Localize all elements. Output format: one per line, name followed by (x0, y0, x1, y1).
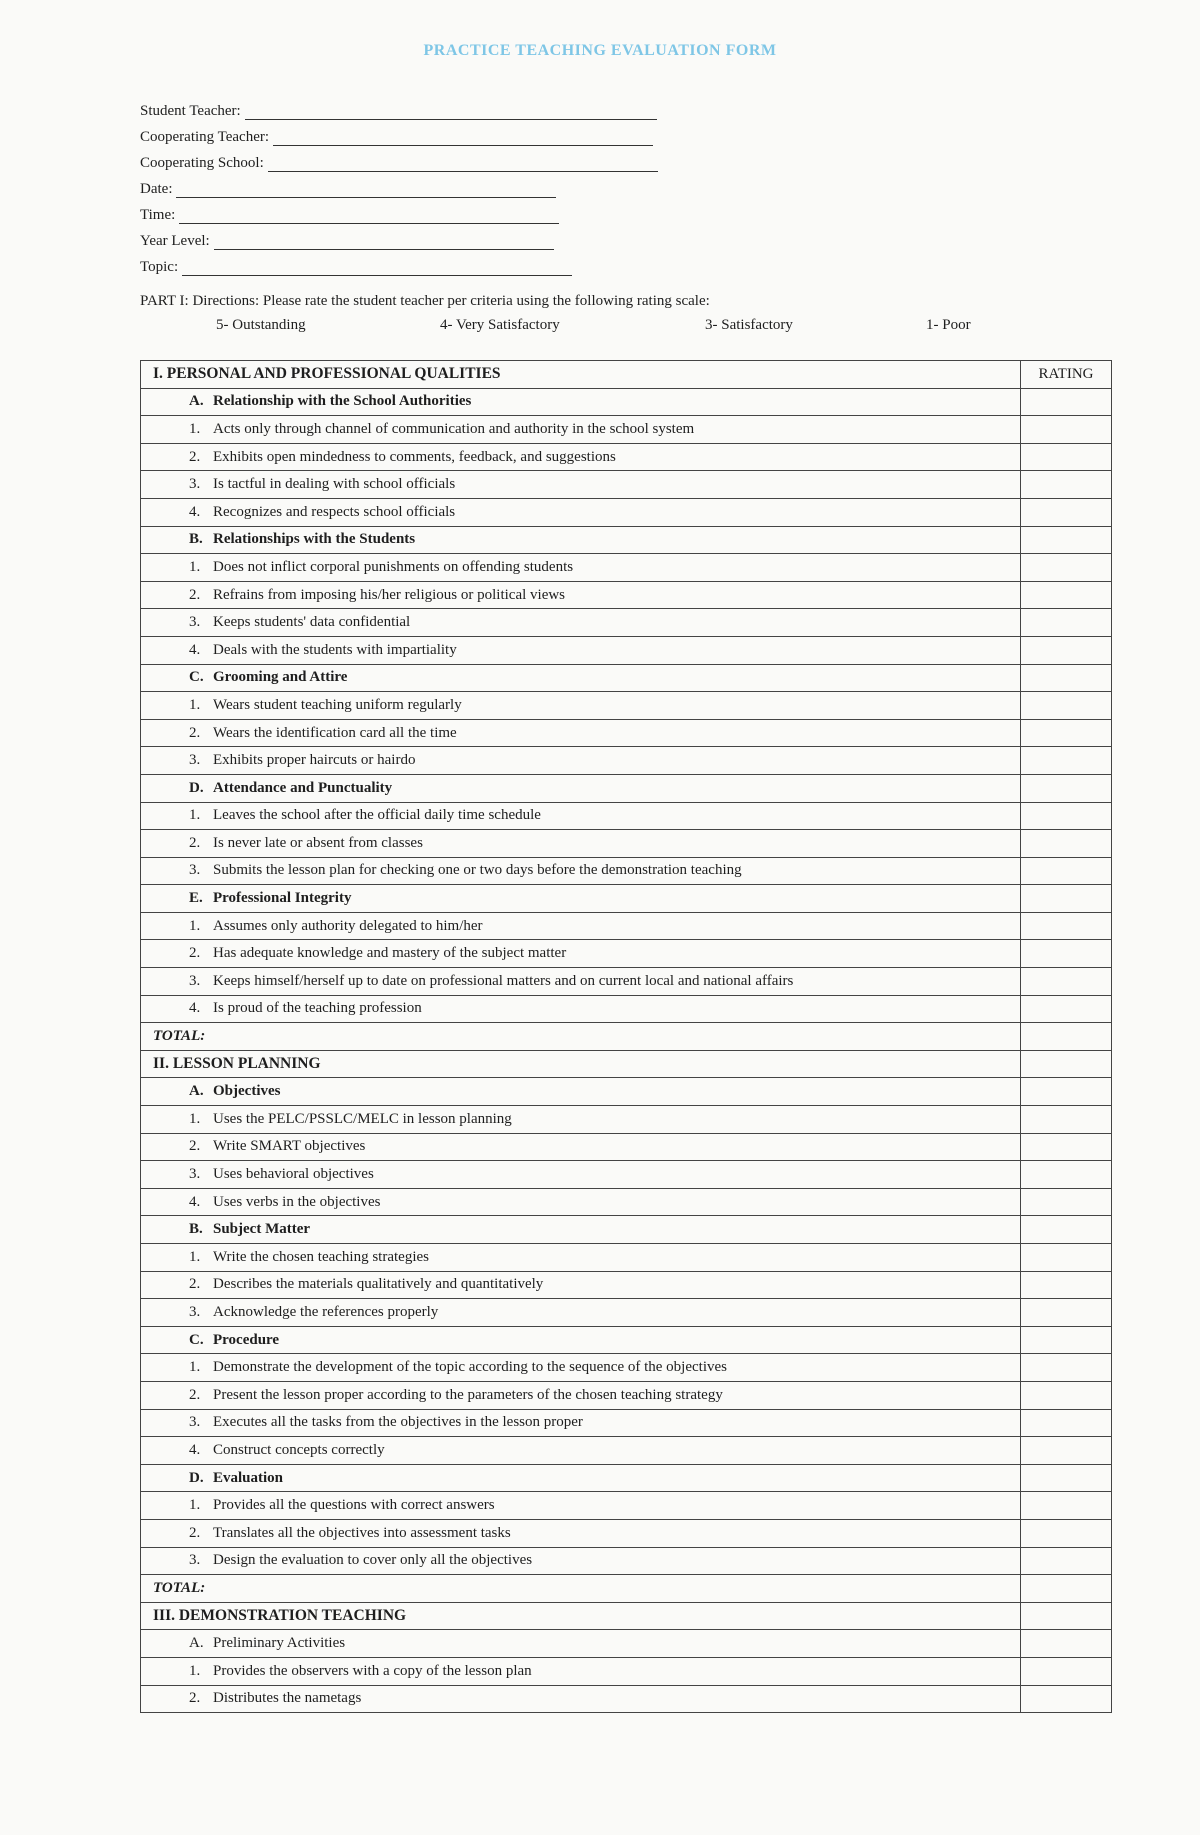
criteria-row (141, 802, 1112, 830)
criteria-number: 4. (189, 1000, 201, 1017)
criteria-cell (141, 1685, 1021, 1713)
rating-cell[interactable] (1021, 747, 1112, 775)
sub-row (141, 388, 1112, 416)
rating-cell[interactable] (1021, 802, 1112, 830)
rating-cell[interactable] (1021, 1078, 1112, 1106)
criteria-cell (141, 857, 1021, 885)
rating-cell[interactable] (1021, 719, 1112, 747)
criteria-cell (141, 692, 1021, 720)
criteria-number: 3. (189, 972, 201, 989)
subsection-heading (141, 1078, 1021, 1106)
total-row (141, 1575, 1112, 1603)
criteria-cell (141, 1657, 1021, 1685)
rating-cell[interactable] (1021, 554, 1112, 582)
criteria-row (141, 1188, 1112, 1216)
sub-row (141, 1078, 1112, 1106)
subsection-heading (141, 1630, 1021, 1658)
scale-1: 1- Poor (926, 317, 971, 333)
criteria-cell (141, 471, 1021, 499)
criteria-row (141, 471, 1112, 499)
total-label: TOTAL: (141, 1023, 1021, 1051)
criteria-number: 4. (189, 503, 201, 520)
cooperating-school-field[interactable] (268, 155, 658, 172)
criteria-row (141, 1244, 1112, 1272)
subsection-heading (141, 774, 1021, 802)
criteria-text: Is never late or absent from classes (213, 834, 423, 851)
criteria-number: 2. (189, 724, 201, 741)
sec-row (141, 361, 1112, 389)
topic-field[interactable] (182, 259, 572, 276)
sub-row (141, 774, 1112, 802)
criteria-number: 2. (189, 1524, 201, 1541)
criteria-number: 4. (189, 1441, 201, 1458)
criteria-text: Translates all the objectives into assessment tasks (213, 1524, 511, 1541)
directions-text: PART I: Directions: Please rate the student teacher per criteria using the following rating scale: (140, 293, 710, 309)
criteria-cell (141, 1106, 1021, 1134)
criteria-text: Leaves the school after the official daily time schedule (213, 807, 541, 824)
rating-cell[interactable] (1021, 1216, 1112, 1244)
sub-row (141, 664, 1112, 692)
rating-cell[interactable] (1021, 1354, 1112, 1382)
subsection-heading (141, 1464, 1021, 1492)
info-fields (140, 94, 658, 276)
criteria-number: 3. (189, 614, 201, 631)
criteria-cell (141, 1519, 1021, 1547)
criteria-row (141, 609, 1112, 637)
subsection-title: Evaluation (213, 1469, 284, 1486)
subsection-heading (141, 1216, 1021, 1244)
rating-header: RATING (1021, 361, 1112, 389)
rating-cell[interactable] (1021, 692, 1112, 720)
criteria-row (141, 581, 1112, 609)
rating-cell[interactable] (1021, 1630, 1112, 1658)
criteria-number: 2. (189, 834, 201, 851)
rating-cell[interactable] (1021, 1133, 1112, 1161)
section-heading: III. DEMONSTRATION TEACHING (141, 1602, 1021, 1630)
rating-cell[interactable] (1021, 774, 1112, 802)
rating-cell[interactable] (1021, 1023, 1112, 1051)
criteria-cell (141, 609, 1021, 637)
criteria-number: 2. (189, 1276, 201, 1293)
criteria-cell (141, 719, 1021, 747)
criteria-cell (141, 498, 1021, 526)
criteria-row (141, 719, 1112, 747)
rating-cell[interactable] (1021, 1657, 1112, 1685)
evaluation-table (140, 360, 1112, 1713)
criteria-number: 2. (189, 448, 201, 465)
criteria-text: Acknowledge the references properly (213, 1303, 439, 1320)
criteria-text: Acts only through channel of communication and authority in the school system (213, 420, 695, 437)
rating-cell[interactable] (1021, 1050, 1112, 1078)
scale-4: 4- Very Satisfactory (440, 317, 560, 333)
subsection-title: Professional Integrity (213, 890, 352, 907)
criteria-number: 3. (189, 862, 201, 879)
criteria-row (141, 498, 1112, 526)
criteria-text: Wears the identification card all the time (213, 724, 457, 741)
rating-cell[interactable] (1021, 1299, 1112, 1327)
criteria-text: Refrains from imposing his/her religious or political views (213, 586, 566, 603)
criteria-number: 1. (189, 558, 201, 575)
criteria-number: 3. (189, 1552, 201, 1569)
subplain-row (141, 1630, 1112, 1658)
rating-cell[interactable] (1021, 1326, 1112, 1354)
criteria-text: Recognizes and respects school officials (213, 503, 456, 520)
rating-cell[interactable] (1021, 885, 1112, 913)
subsection-heading (141, 388, 1021, 416)
criteria-number: 3. (189, 1414, 201, 1431)
scale-3: 3- Satisfactory (705, 317, 793, 333)
criteria-text: Exhibits open mindedness to comments, feedback, and suggestions (213, 448, 616, 465)
criteria-cell (141, 1271, 1021, 1299)
rating-cell[interactable] (1021, 1685, 1112, 1713)
rating-cell[interactable] (1021, 498, 1112, 526)
criteria-cell (141, 581, 1021, 609)
criteria-text: Executes all the tasks from the objectives in the lesson proper (213, 1414, 583, 1431)
rating-cell[interactable] (1021, 443, 1112, 471)
criteria-row (141, 554, 1112, 582)
criteria-text: Keeps himself/herself up to date on professional matters and on current local and national affairs (213, 972, 794, 989)
criteria-cell (141, 940, 1021, 968)
scale-5: 5- Outstanding (216, 317, 306, 333)
criteria-cell (141, 1381, 1021, 1409)
criteria-number: 1. (189, 1110, 201, 1127)
cooperating-teacher-label: Cooperating Teacher: (140, 129, 270, 145)
criteria-row (141, 1299, 1112, 1327)
topic-row (140, 250, 658, 276)
criteria-cell (141, 1133, 1021, 1161)
criteria-text: Construct concepts correctly (213, 1441, 385, 1458)
form-title: PRACTICE TEACHING EVALUATION FORM (423, 42, 777, 59)
rating-cell[interactable] (1021, 1492, 1112, 1520)
rating-cell[interactable] (1021, 416, 1112, 444)
criteria-cell (141, 830, 1021, 858)
criteria-row (141, 912, 1112, 940)
criteria-text: Uses behavioral objectives (213, 1166, 374, 1183)
subsection-title: Relationship with the School Authorities (213, 393, 472, 410)
criteria-text: Uses the PELC/PSSLC/MELC in lesson planning (213, 1110, 512, 1127)
criteria-text: Exhibits proper haircuts or hairdo (213, 752, 416, 769)
criteria-text: Wears student teaching uniform regularly (213, 696, 462, 713)
criteria-text: Submits the lesson plan for checking one or two days before the demonstration teaching (213, 862, 742, 879)
criteria-number: 1. (189, 1359, 201, 1376)
rating-cell[interactable] (1021, 857, 1112, 885)
rating-cell[interactable] (1021, 1244, 1112, 1272)
date-row (140, 172, 658, 198)
rating-cell[interactable] (1021, 664, 1112, 692)
rating-cell[interactable] (1021, 581, 1112, 609)
rating-cell[interactable] (1021, 1437, 1112, 1465)
criteria-cell (141, 1244, 1021, 1272)
rating-cell[interactable] (1021, 388, 1112, 416)
criteria-cell (141, 554, 1021, 582)
criteria-cell (141, 747, 1021, 775)
criteria-number: 4. (189, 1193, 201, 1210)
criteria-row (141, 1106, 1112, 1134)
criteria-row (141, 857, 1112, 885)
subsection-heading (141, 885, 1021, 913)
cooperating-teacher-row (140, 120, 658, 146)
rating-cell[interactable] (1021, 940, 1112, 968)
criteria-cell (141, 1492, 1021, 1520)
criteria-text: Is tactful in dealing with school officials (213, 476, 456, 493)
topic-label: Topic: (140, 259, 179, 275)
date-field[interactable] (176, 181, 556, 198)
criteria-cell (141, 995, 1021, 1023)
criteria-row (141, 1437, 1112, 1465)
criteria-text: Uses verbs in the objectives (213, 1193, 381, 1210)
sub-row (141, 1464, 1112, 1492)
criteria-text: Describes the materials qualitatively and quantitatively (213, 1276, 544, 1293)
criteria-text: Assumes only authority delegated to him/her (213, 917, 483, 934)
criteria-number: 4. (189, 641, 201, 658)
year-level-label: Year Level: (140, 233, 210, 249)
date-label: Date: (140, 181, 173, 197)
rating-cell[interactable] (1021, 1464, 1112, 1492)
rating-cell[interactable] (1021, 1519, 1112, 1547)
criteria-number: 2. (189, 1690, 201, 1707)
subsection-letter: D. (189, 779, 204, 796)
subsection-title: Preliminary Activities (213, 1635, 346, 1652)
criteria-row (141, 1271, 1112, 1299)
time-row (140, 198, 658, 224)
rating-cell[interactable] (1021, 912, 1112, 940)
criteria-row (141, 940, 1112, 968)
criteria-number: 1. (189, 420, 201, 437)
criteria-number: 3. (189, 1303, 201, 1320)
rating-cell[interactable] (1021, 1575, 1112, 1603)
sec-row (141, 1602, 1112, 1630)
criteria-text: Provides the observers with a copy of the lesson plan (213, 1662, 532, 1679)
criteria-cell (141, 1188, 1021, 1216)
criteria-row (141, 747, 1112, 775)
criteria-text: Present the lesson proper according to the parameters of the chosen teaching strategy (213, 1386, 723, 1403)
rating-cell[interactable] (1021, 1381, 1112, 1409)
rating-cell[interactable] (1021, 1602, 1112, 1630)
criteria-text: Write SMART objectives (213, 1138, 366, 1155)
criteria-cell (141, 1299, 1021, 1327)
criteria-row (141, 1547, 1112, 1575)
criteria-cell (141, 1437, 1021, 1465)
criteria-row (141, 636, 1112, 664)
criteria-row (141, 692, 1112, 720)
criteria-text: Keeps students' data confidential (213, 614, 411, 631)
criteria-text: Deals with the students with impartiality (213, 641, 457, 658)
cooperating-teacher-field[interactable] (273, 129, 653, 146)
criteria-row (141, 1657, 1112, 1685)
student-teacher-row (140, 94, 658, 120)
student-teacher-field[interactable] (245, 103, 657, 120)
year-level-row (140, 224, 658, 250)
criteria-text: Does not inflict corporal punishments on offending students (213, 558, 574, 575)
rating-cell[interactable] (1021, 471, 1112, 499)
subsection-title: Subject Matter (213, 1221, 311, 1238)
subsection-title: Relationships with the Students (213, 531, 416, 548)
subsection-letter: A. (189, 393, 204, 410)
criteria-row (141, 416, 1112, 444)
rating-cell[interactable] (1021, 968, 1112, 996)
section-heading: I. PERSONAL AND PROFESSIONAL QUALITIES (141, 361, 1021, 389)
subsection-letter: C. (189, 669, 204, 686)
criteria-row (141, 1381, 1112, 1409)
criteria-number: 2. (189, 1386, 201, 1403)
criteria-text: Distributes the nametags (213, 1690, 362, 1707)
criteria-cell (141, 1354, 1021, 1382)
criteria-number: 3. (189, 476, 201, 493)
criteria-number: 1. (189, 1662, 201, 1679)
sub-row (141, 526, 1112, 554)
criteria-number: 3. (189, 1166, 201, 1183)
criteria-row (141, 1685, 1112, 1713)
criteria-row (141, 443, 1112, 471)
criteria-row (141, 1492, 1112, 1520)
subsection-letter: A. (189, 1635, 204, 1652)
criteria-text: Design the evaluation to cover only all the objectives (213, 1552, 533, 1569)
criteria-row (141, 1354, 1112, 1382)
subsection-letter: C. (189, 1331, 204, 1348)
criteria-cell (141, 968, 1021, 996)
rating-cell[interactable] (1021, 1161, 1112, 1189)
rating-cell[interactable] (1021, 1188, 1112, 1216)
criteria-text: Is proud of the teaching profession (213, 1000, 422, 1017)
sub-row (141, 1216, 1112, 1244)
rating-cell[interactable] (1021, 1271, 1112, 1299)
subsection-letter: A. (189, 1083, 204, 1100)
subsection-title: Grooming and Attire (213, 669, 348, 686)
sec-row (141, 1050, 1112, 1078)
criteria-row (141, 830, 1112, 858)
cooperating-school-label: Cooperating School: (140, 155, 264, 171)
total-row (141, 1023, 1112, 1051)
criteria-cell (141, 1161, 1021, 1189)
subsection-title: Attendance and Punctuality (213, 779, 393, 796)
criteria-cell (141, 1409, 1021, 1437)
criteria-cell (141, 912, 1021, 940)
cooperating-school-row (140, 146, 658, 172)
time-label: Time: (140, 207, 176, 223)
rating-cell[interactable] (1021, 1106, 1112, 1134)
criteria-cell (141, 1547, 1021, 1575)
rating-cell[interactable] (1021, 995, 1112, 1023)
subsection-title: Objectives (213, 1083, 281, 1100)
criteria-number: 1. (189, 1248, 201, 1265)
subsection-letter: E. (189, 890, 203, 907)
section-heading: II. LESSON PLANNING (141, 1050, 1021, 1078)
subsection-letter: B. (189, 531, 203, 548)
subsection-heading (141, 526, 1021, 554)
time-field[interactable] (179, 207, 559, 224)
criteria-text: Has adequate knowledge and mastery of the subject matter (213, 945, 567, 962)
student-teacher-label: Student Teacher: (140, 103, 241, 119)
rating-cell[interactable] (1021, 526, 1112, 554)
criteria-cell (141, 636, 1021, 664)
criteria-cell (141, 443, 1021, 471)
criteria-cell (141, 802, 1021, 830)
criteria-row (141, 1409, 1112, 1437)
criteria-number: 1. (189, 1497, 201, 1514)
criteria-text: Provides all the questions with correct answers (213, 1497, 495, 1514)
criteria-row (141, 968, 1112, 996)
rating-cell[interactable] (1021, 830, 1112, 858)
criteria-number: 1. (189, 807, 201, 824)
criteria-row (141, 1133, 1112, 1161)
rating-cell[interactable] (1021, 1547, 1112, 1575)
subsection-letter: D. (189, 1469, 204, 1486)
subsection-heading (141, 664, 1021, 692)
year-level-field[interactable] (214, 233, 554, 250)
criteria-text: Demonstrate the development of the topic according to the sequence of the objectives (213, 1359, 727, 1376)
rating-cell[interactable] (1021, 1409, 1112, 1437)
criteria-number: 2. (189, 1138, 201, 1155)
criteria-cell (141, 416, 1021, 444)
total-label: TOTAL: (141, 1575, 1021, 1603)
criteria-number: 1. (189, 696, 201, 713)
criteria-number: 3. (189, 752, 201, 769)
criteria-row (141, 1519, 1112, 1547)
subsection-title: Procedure (213, 1331, 280, 1348)
rating-cell[interactable] (1021, 636, 1112, 664)
sub-row (141, 1326, 1112, 1354)
criteria-row (141, 1161, 1112, 1189)
criteria-number: 2. (189, 945, 201, 962)
criteria-number: 1. (189, 917, 201, 934)
criteria-row (141, 995, 1112, 1023)
criteria-text: Write the chosen teaching strategies (213, 1248, 429, 1265)
subsection-letter: B. (189, 1221, 203, 1238)
criteria-number: 2. (189, 586, 201, 603)
rating-cell[interactable] (1021, 609, 1112, 637)
subsection-heading (141, 1326, 1021, 1354)
sub-row (141, 885, 1112, 913)
